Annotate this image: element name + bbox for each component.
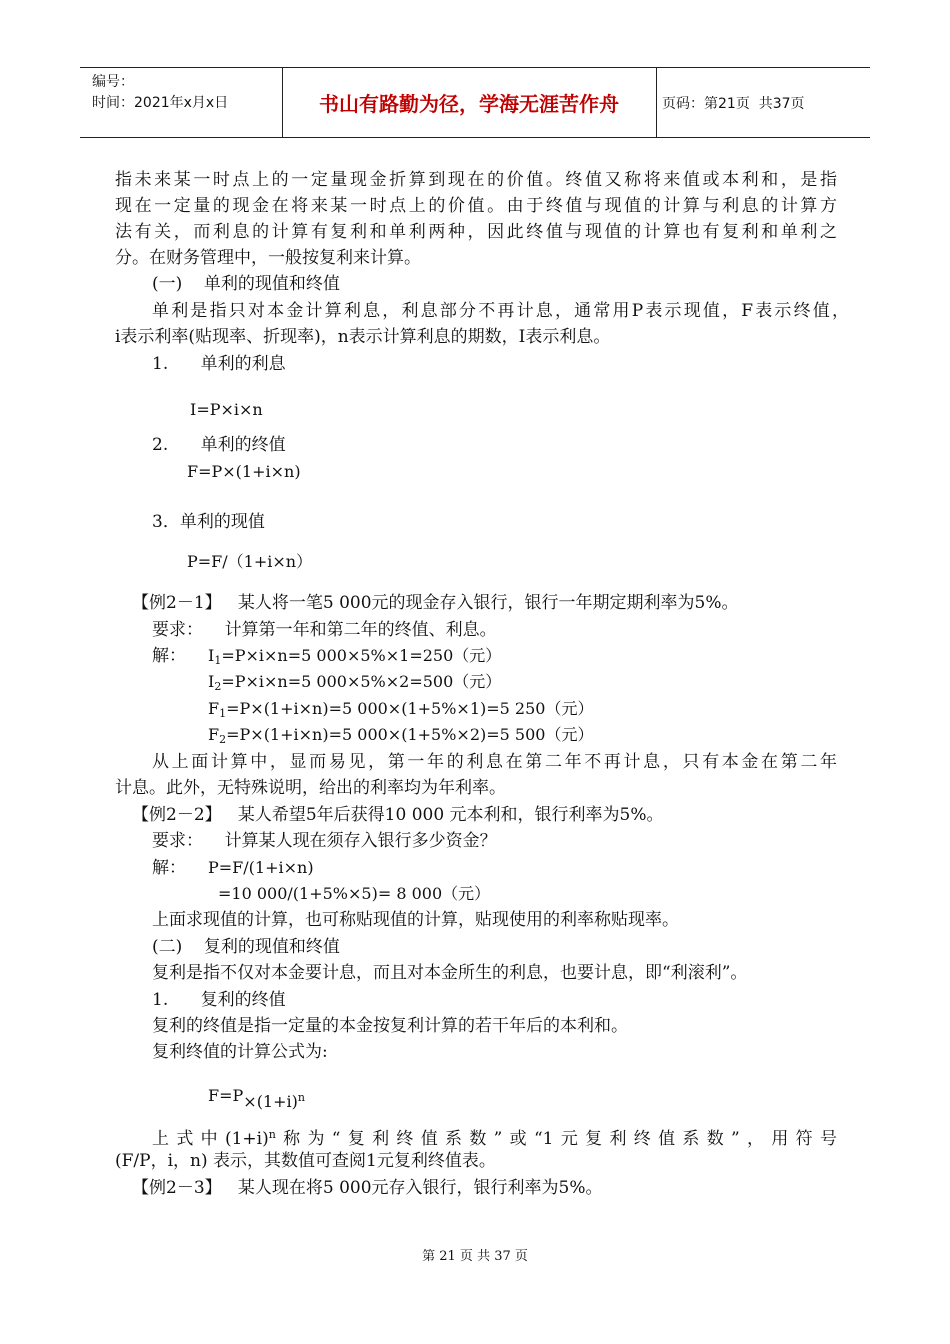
section1-title: (一) 单利的现值和终值 [152,274,340,294]
item2-title: 2. 单利的终值 [152,435,286,455]
intro-line: 指未来某一时点上的一定量现金折算到现在的价值。终值又称将来值或本利和，是指 [115,170,837,190]
solution-label: 解： [152,858,186,878]
intro-line: 现在一定量的现金在将来某一时点上的价值。由于终值与现值的计算与利息的计算方 [115,196,837,216]
section2-title: (二) 复利的现值和终值 [152,937,340,957]
calc-line: P=F/(1+i×n) [208,858,314,877]
coefficient-desc: (F/P，i，n) 表示，其数值可查阅1元复利终值表。 [115,1151,496,1171]
example-requirement: 要求： 计算第一年和第二年的终值、利息。 [152,620,497,640]
example-note: 上面求现值的计算，也可称贴现值的计算，贴现使用的利率称贴现率。 [152,910,679,930]
formula-pv: P=F/（1+i×n） [187,552,313,571]
item1-title: 1. 单利的利息 [152,354,286,374]
page-footer: 第 21 页 共 37 页 [422,1249,528,1264]
formula-label: 复利终值的计算公式为: [152,1042,328,1062]
example-note: 计息。此外，无特殊说明，给出的利率均为年利率。 [115,778,506,798]
page-header [80,67,870,138]
calc-line: $I_2=P\times i\times n=5$ 000×5%×2=500（元） [208,672,502,693]
compound-item-desc: 复利的终值是指一定量的本金按复利计算的若干年后的本利和。 [152,1016,628,1036]
header-divider [656,68,657,137]
intro-line: 法有关，而利息的计算有复利和单利两种，因此终值与现值的计算也有复利和单利之 [115,222,837,242]
section1-desc: 单利是指只对本金计算利息，利息部分不再计息，通常用P表示现值，F表示终值， [152,301,849,321]
coefficient-desc: 上式中$(1+i)^n$称为“复利终值系数”或“1元复利终值系数”，用符号 [152,1128,837,1149]
calc-line: $F_2=P\times(1+i\times n)=5$ 000×(1+5%×2)=5 500（元） [208,725,594,746]
intro-line: 分。在财务管理中，一般按复利来计算。 [115,248,421,268]
solution-label: 解： [152,646,186,666]
header-page-label: 页码：第21页 共37页 [662,95,805,112]
formula-compound-fv: $F=P\times(1+i)^n$ [208,1086,305,1111]
header-meta [92,72,228,114]
doc-number-label: 编号： [92,74,134,90]
calc-line: =10 000/(1+5%×5)= 8 000（元） [218,884,491,903]
calc-line: $I_1=P\times i\times n=5$ 000×5%×1=250（元） [208,646,502,667]
calc-line: $F_1=P\times(1+i\times n)=5$ 000×(1+5%×1)=5 250（元） [208,699,594,720]
example-title: 【例2－2】 某人希望5年后获得10 000 元本利和，银行利率为5%。 [132,805,664,825]
example-title: 【例2－1】 某人将一笔5 000元的现金存入银行，银行一年期定期利率为5%。 [132,593,739,613]
formula-fv: F=P×(1+i×n) [187,462,301,481]
doc-time-label: 时间：2021年x月x日 [92,95,229,111]
item3-title: 3．单利的现值 [152,512,265,532]
example-title: 【例2－3】 某人现在将5 000元存入银行，银行利率为5%。 [132,1178,603,1198]
header-motto: 书山有路勤为径，学海无涯苦作舟 [319,92,619,116]
example-note: 从上面计算中，显而易见，第一年的利息在第二年不再计息，只有本金在第二年 [152,752,837,772]
formula-interest: I=P×i×n [190,400,263,419]
section2-desc: 复利是指不仅对本金要计息，而且对本金所生的利息，也要计息，即“利滚利”。 [152,963,748,983]
section1-desc: i表示利率(贴现率、折现率)，n表示计算利息的期数，I表示利息。 [115,327,611,347]
compound-item-title: 1. 复利的终值 [152,990,286,1010]
example-requirement: 要求： 计算某人现在须存入银行多少资金？ [152,831,497,851]
